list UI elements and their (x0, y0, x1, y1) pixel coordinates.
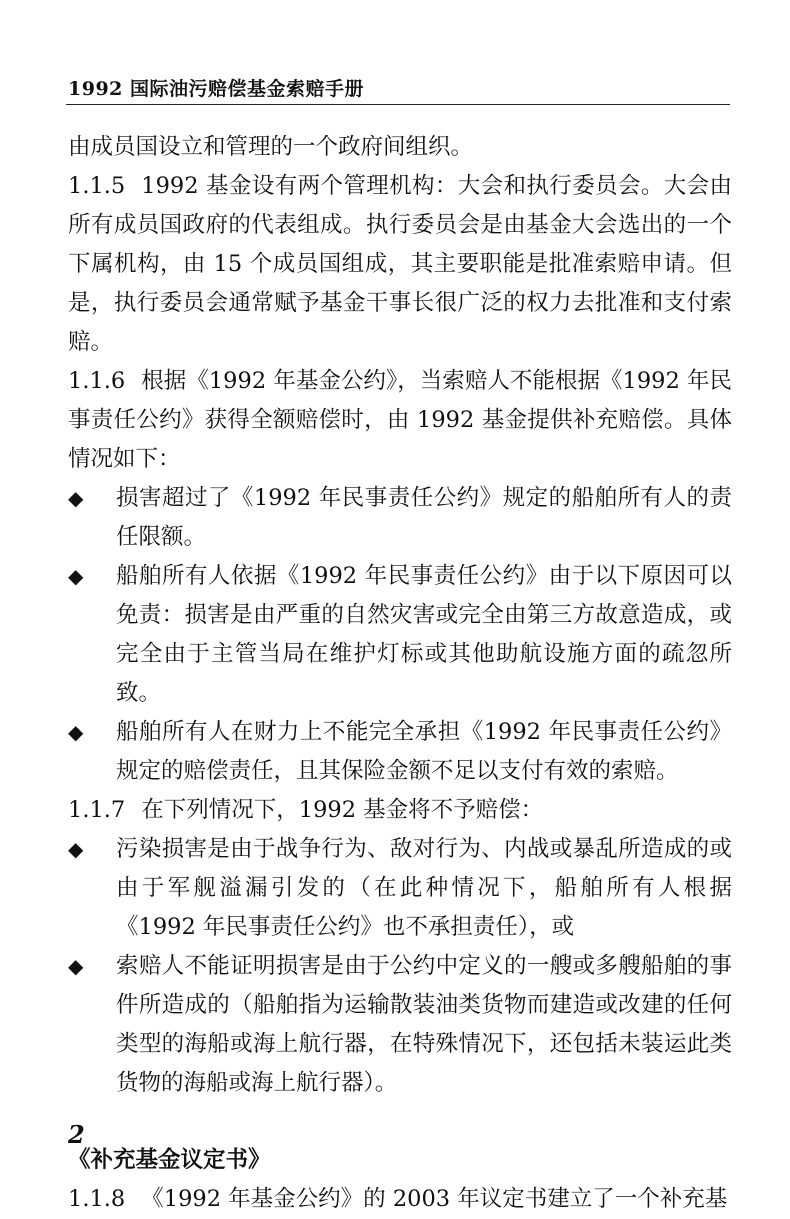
paragraph-intro: 由成员国设立和管理的一个政府间组织。 (68, 134, 474, 160)
bullet-text: 污染损害是由于战争行为、敌对行为、内战或暴乱所造成的或由于军舰溢漏引发的（在此种情况下，船舶所有人根据《1992 年民事责任公约》也不承担责任），或 (116, 836, 732, 940)
header-rule (66, 104, 730, 105)
paragraph-text: 1992 基金设有两个管理机构：大会和执行委员会。大会由所有成员国政府的代表组成。执行委员会是由基金大会选出的一个下属机构，由 15 个成员国组成，其主要职能是批准索赔申请。但是，执行委员会通常赋予基金干事长很广泛的权力去批准和支付索赔。 (68, 173, 732, 355)
section-number: 1.1.5 (68, 173, 126, 199)
paragraph-1-1-5 (68, 167, 732, 362)
page-body (68, 128, 732, 1219)
diamond-bullet-icon: ◆ (68, 837, 84, 861)
paragraph-1-1-6 (68, 362, 732, 479)
paragraph-text: 《1992 年基金公约》的 2003 年议定书建立了一个补充基 (141, 1186, 728, 1212)
paragraph-text: 根据《1992 年基金公约》，当索赔人不能根据《1992 年民事责任公约》获得全额赔偿时，由 1992 基金提供补充赔偿。具体情况如下： (68, 368, 732, 472)
section-heading: 《补充基金议定书》 (68, 1147, 271, 1173)
section-number: 1.1.7 (68, 797, 126, 823)
bullet-text: 索赔人不能证明损害是由于公约中定义的一艘或多艘船舶的事件所造成的（船舶指为运输散装油类货物而建造或改建的任何类型的海船或海上航行器，在特殊情况下，还包括未装运此类货物的海船或海上航行器）。 (116, 953, 732, 1096)
bullet-item (68, 557, 732, 713)
section-number: 1.1.6 (68, 368, 126, 394)
diamond-bullet-icon: ◆ (68, 564, 84, 588)
bullet-item (68, 830, 732, 947)
bullet-item (68, 479, 732, 557)
bullet-text: 损害超过了《1992 年民事责任公约》规定的船舶所有人的责任限额。 (116, 485, 732, 550)
bullet-text: 船舶所有人依据《1992 年民事责任公约》由于以下原因可以免责：损害是由严重的自然灾害或完全由第三方故意造成，或完全由于主管当局在维护灯标或其他助航设施方面的疏忽所致。 (116, 563, 732, 706)
page-number: 2 (68, 1120, 85, 1149)
running-head: 1992 国际油污赔偿基金索赔手册 (68, 78, 364, 100)
paragraph-1-1-7 (68, 791, 732, 830)
section-number: 1.1.8 (68, 1186, 126, 1212)
paragraph-text: 在下列情况下，1992 基金将不予赔偿： (141, 797, 544, 823)
diamond-bullet-icon: ◆ (68, 720, 84, 744)
paragraph-1-1-8 (68, 1180, 732, 1219)
bullet-item (68, 947, 732, 1103)
diamond-bullet-icon: ◆ (68, 954, 84, 978)
bullet-item (68, 713, 732, 791)
bullet-text: 船舶所有人在财力上不能完全承担《1992 年民事责任公约》规定的赔偿责任，且其保险金额不足以支付有效的索赔。 (116, 719, 732, 784)
diamond-bullet-icon: ◆ (68, 486, 84, 510)
